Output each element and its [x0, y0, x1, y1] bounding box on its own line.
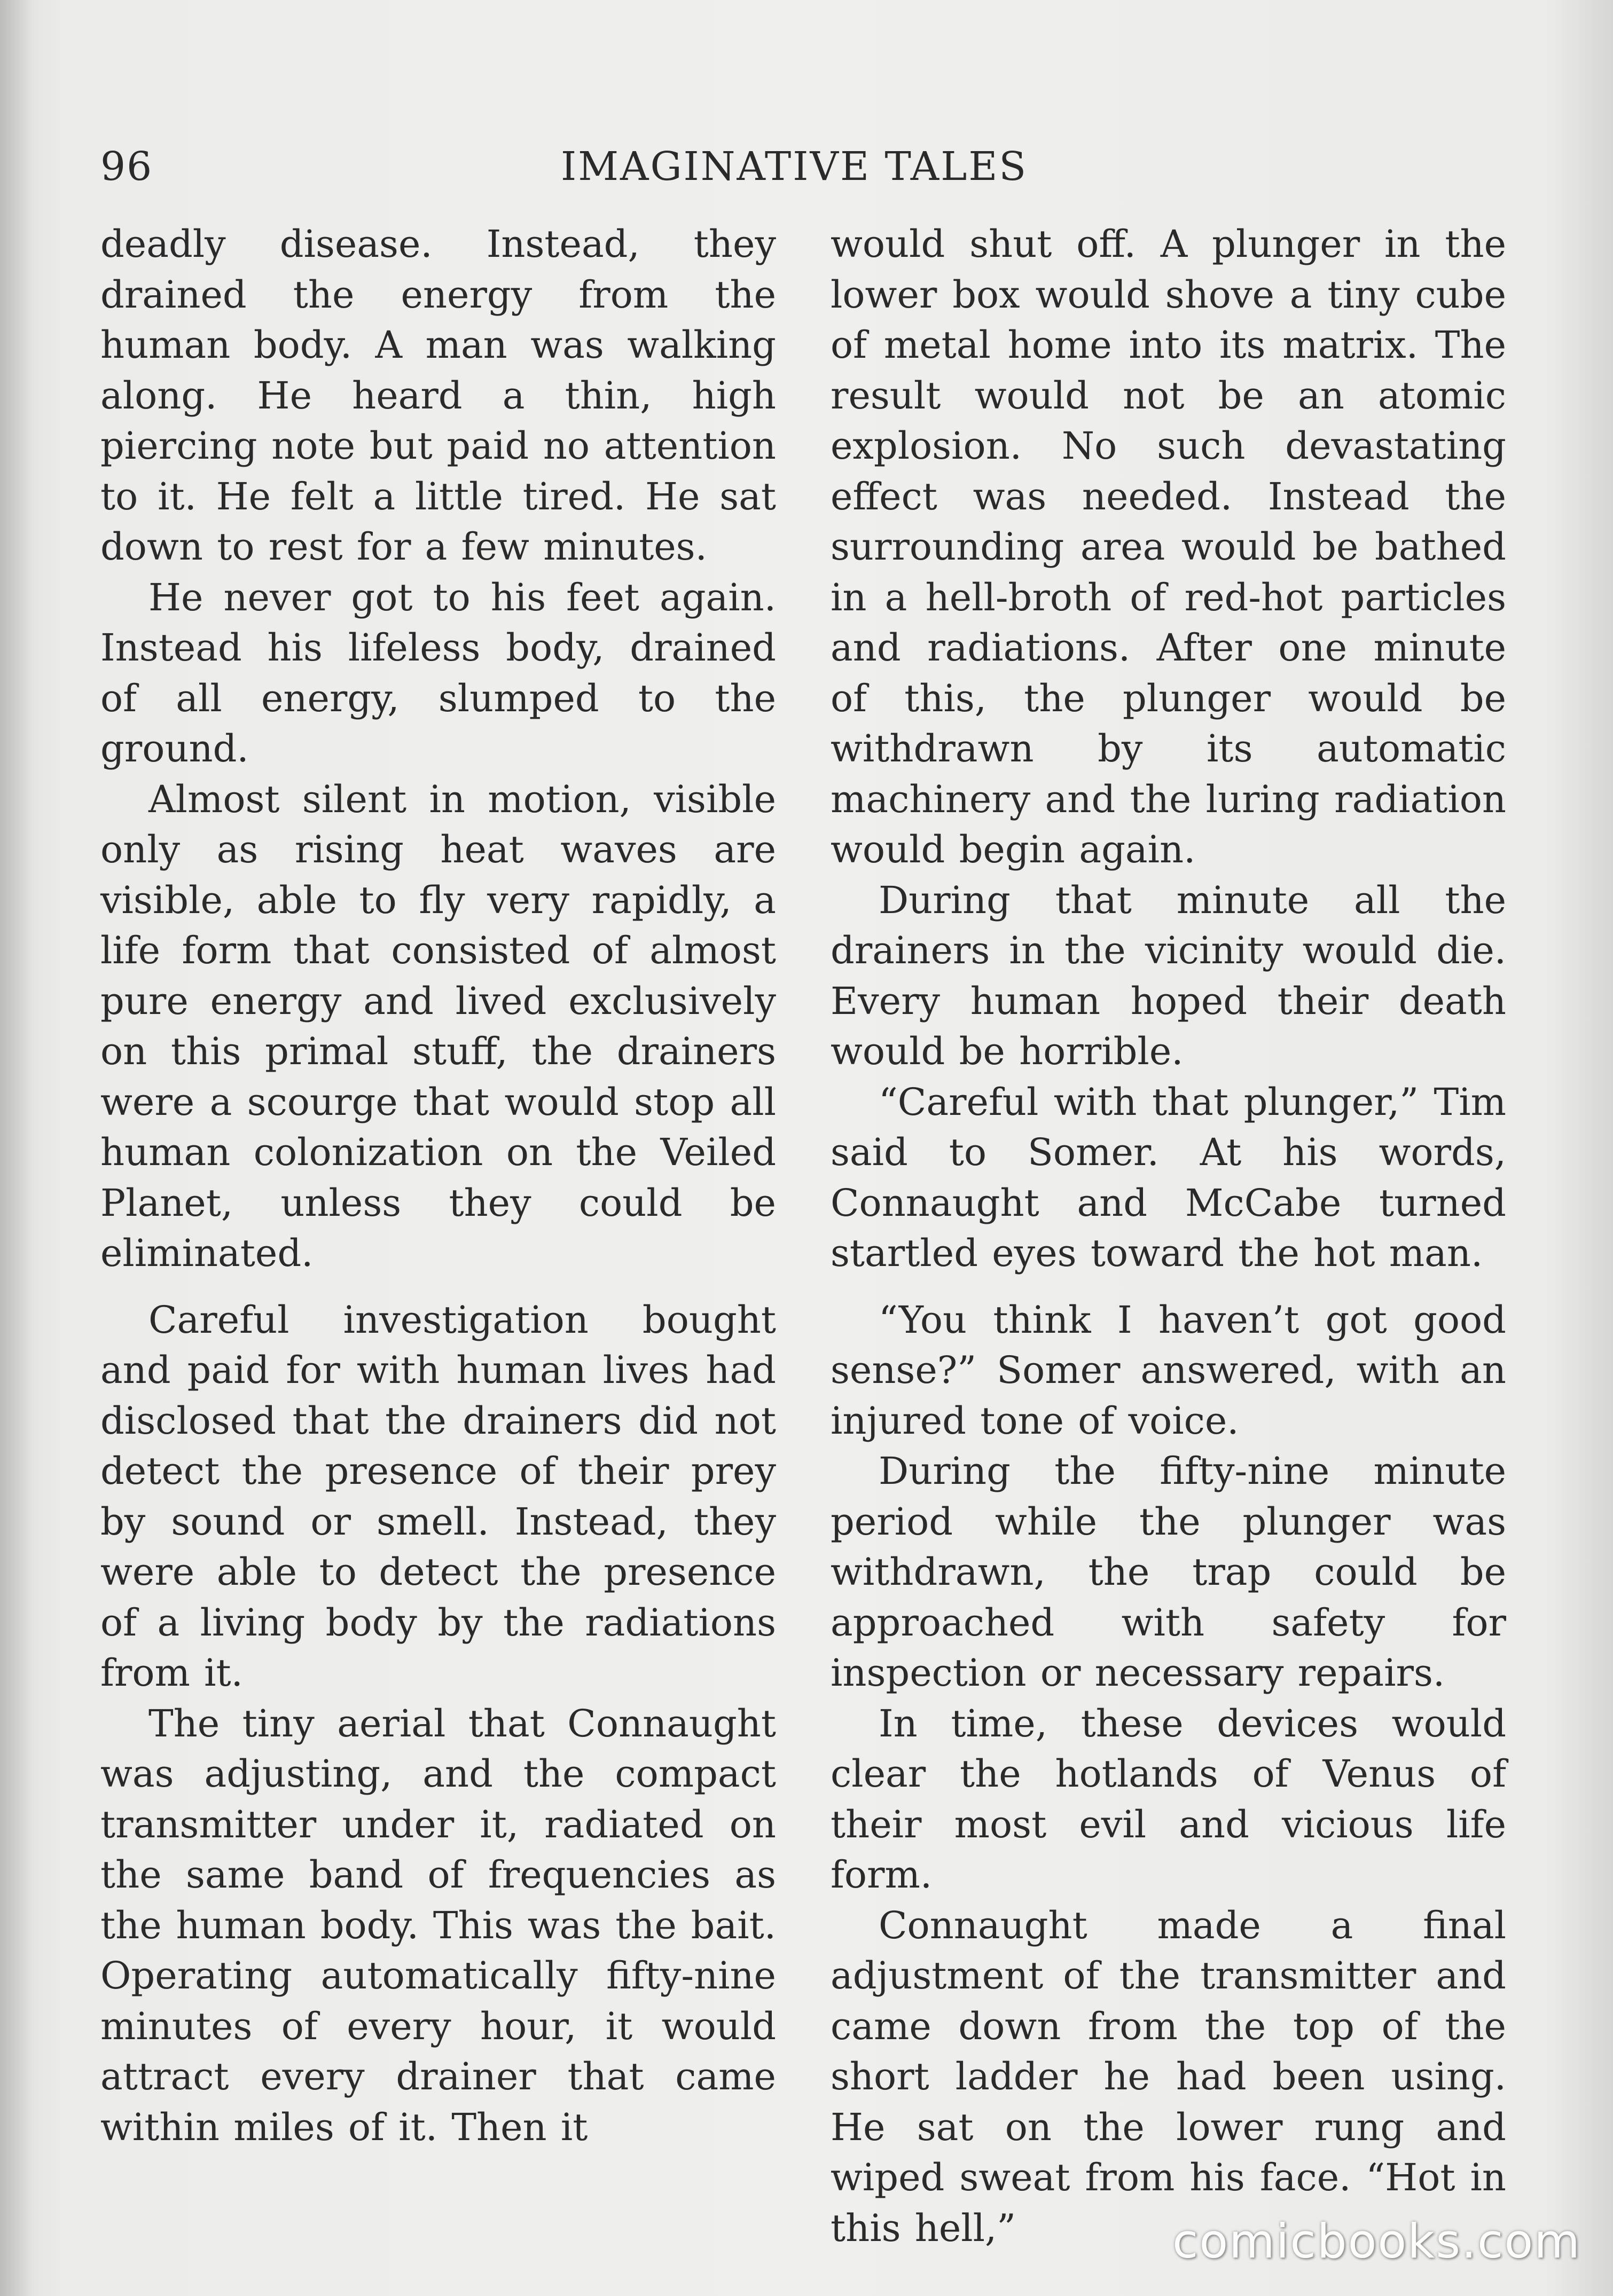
paragraph: Almost silent in motion, visible only as rising heat waves are visible, able to fly very rapidly, a life form that consisted of almost pure energy and lived exclusively on this primal stuff, the drainers were a scourge that would stop all human colonization on the Veiled Planet, unless they could be eliminated.	[100, 777, 776, 1275]
paragraph: During the fifty-nine minute period while the plunger was withdrawn, the trap could be approached with safety for inspection or necessary repairs.	[831, 1449, 1506, 1695]
paragraph: Careful investigation bought and paid for with human lives had disclosed that the drainers did not detect the presence of their prey by sound or smell. Instead, they were able to detect the presence of a living body by the radiations from it.	[100, 1298, 776, 1695]
page-gutter-shadow	[0, 0, 32, 2296]
paragraph: deadly disease. Instead, they drained the energy from the human body. A man was walking along. He heard a thin, high piercing note but paid no attention to it. He felt a little tired. He sat down to rest for a few minutes.	[100, 222, 776, 569]
paragraph: During that minute all the drainers in the vicinity would die. Every human hoped their death would be horrible.	[831, 878, 1506, 1073]
paragraph: In time, these devices would clear the hotlands of Venus of their most evil and vicious life form.	[831, 1701, 1506, 1897]
paragraph: would shut off. A plunger in the lower box would shove a tiny cube of metal home into its matrix. The result would not be an atomic explosion. No such devastating effect was needed. Instead the surrounding area would be bathed in a hell-broth of red-hot particles and radiations. After one minute of this, the plunger would be withdrawn by its automatic machinery and the luring radiation would begin again.	[831, 222, 1506, 871]
watermark: comicbooks.com	[1172, 2214, 1581, 2269]
running-title: IMAGINATIVE TALES	[561, 144, 1028, 190]
paragraph: “Careful with that plunger,” Tim said to Somer. At his words, Connaught and McCabe turned startled eyes toward the hot man.	[831, 1080, 1506, 1275]
page-number: 96	[100, 144, 153, 190]
paragraph: “You think I haven’t got good sense?” Somer answered, with an injured tone of voice.	[831, 1298, 1506, 1443]
paragraph: The tiny aerial that Connaught was adjusting, and the compact transmitter under it, radiated on the same band of frequencies as the human body. This was the bait. Operating automatically fifty-nine minutes of every hour, it would attract every drainer that came within miles of it. Then it	[100, 1701, 776, 2149]
paragraph: He never got to his feet again. Instead his lifeless body, drained of all energy, slumped to the ground.	[100, 575, 776, 770]
paragraph: Connaught made a final adjustment of the transmitter and came down from the top of the short ladder he had been using. He sat on the lower rung and wiped sweat from his face. “Hot in this hell,”	[831, 1903, 1506, 2250]
left-text-column	[100, 219, 776, 2168]
